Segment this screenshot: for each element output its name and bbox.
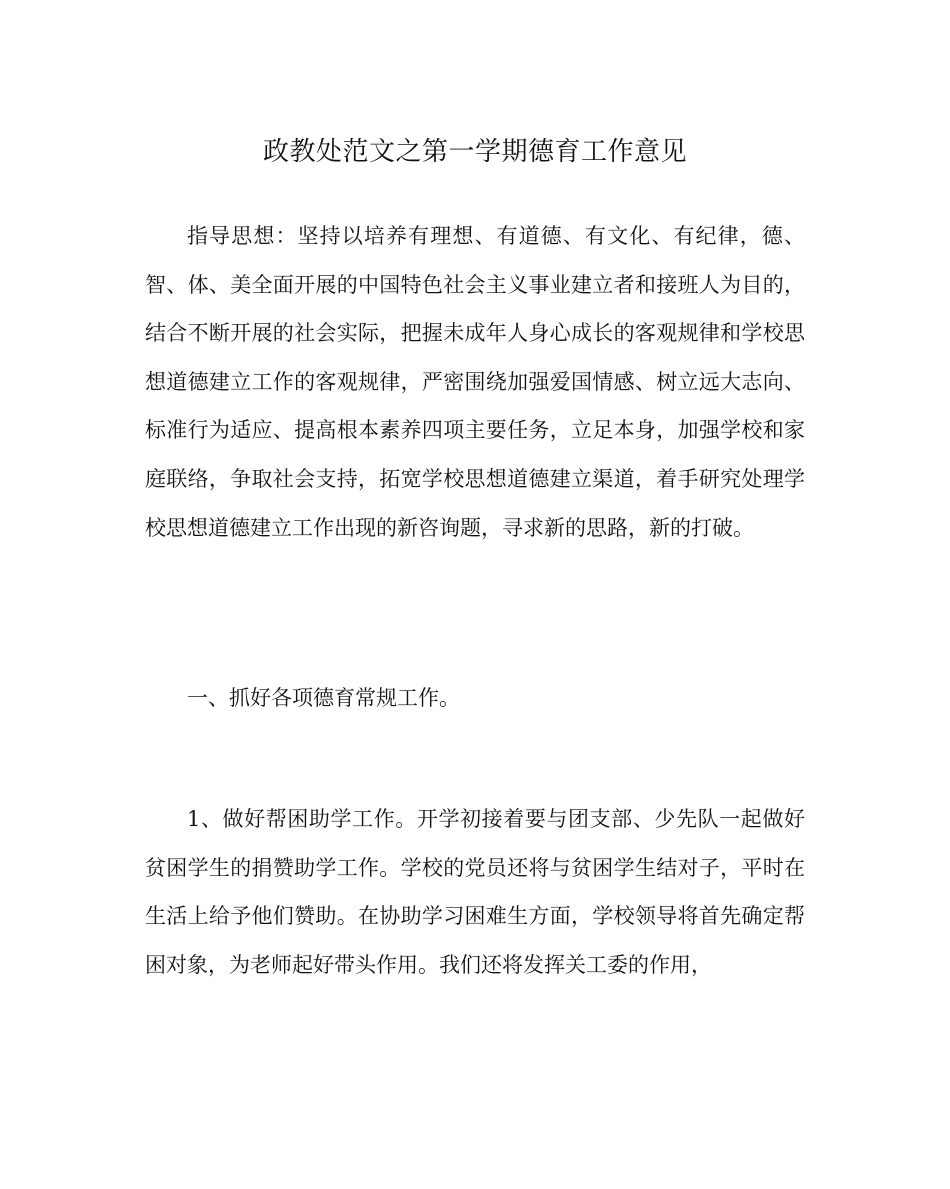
paragraph-item-1: 1、做好帮困助学工作。开学初接着要与团支部、少先队一起做好贫困学生的捐赞助学工作。学校的党员还将与贫困学生结对子，平时在生活上给予他们赞助。在协助学习困难生方面，学校领导将首先确定帮困对象，为老师起好带头作用。我们还将发挥关工委的作用， [145, 807, 805, 977]
document-title: 政教处范文之第一学期德育工作意见 [262, 137, 687, 167]
section-heading-1: 一、抓好各项德育常规工作。 [187, 686, 460, 710]
paragraph-guiding-ideology: 指导思想：坚持以培养有理想、有道德、有文化、有纪律，德、智、体、美全面开展的中国特色社会主义事业建立者和接班人为目的，结合不断开展的社会实际，把握未成年人身心成长的客观规律和学校思想道德建立工作的客观规律，严密围绕加强爱国情感、树立远大志向、标准行为适应、提高根本素养四项主要任务，立足本身，加强学校和家庭联络，争取社会支持，拓宽学校思想道德建立渠道，着手研究处理学校思想道德建立工作出现的新咨询题，寻求新的思路，新的打破。 [145, 224, 805, 540]
